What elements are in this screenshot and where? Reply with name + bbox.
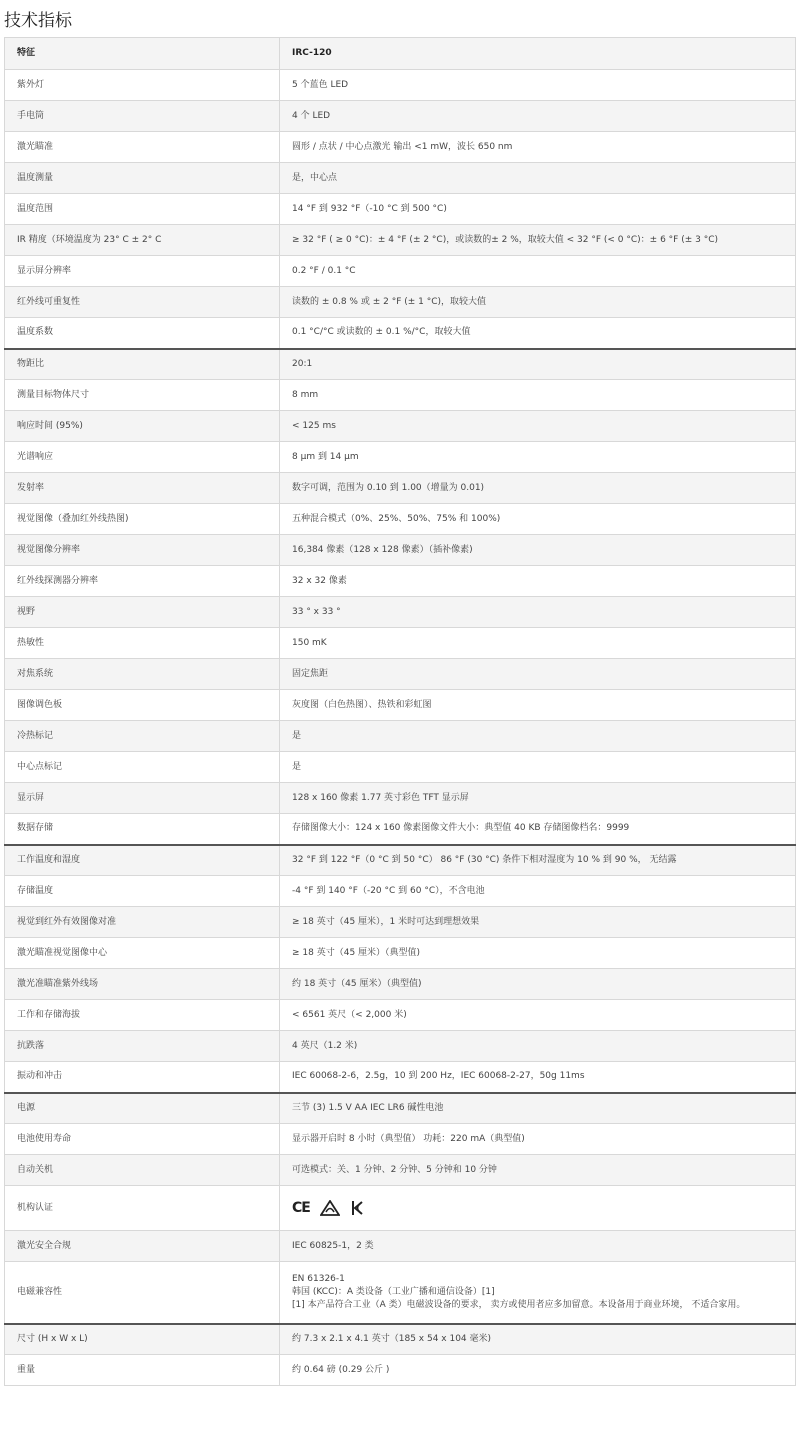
spec-value: 4 个 LED [280, 101, 796, 132]
table-row [5, 1186, 796, 1231]
table-row [5, 101, 796, 132]
spec-key: 机构认证 [5, 1186, 280, 1231]
spec-key: 电池使用寿命 [5, 1124, 280, 1155]
table-row [5, 194, 796, 225]
spec-value: 32 °F 到 122 °F（0 °C 到 50 °C） 86 °F (30 °C) 条件下相对湿度为 10 % 到 90 %， 无结露 [280, 845, 796, 876]
rcm-mark-icon [320, 1200, 340, 1216]
spec-value: IEC 60825-1，2 类 [280, 1231, 796, 1262]
spec-value: 约 18 英寸（45 厘米）（典型值) [280, 969, 796, 1000]
emc-line: 韩国 (KCC)：A 类设备（工业广播和通信设备）[1] [292, 1286, 495, 1297]
spec-key: 激光安全合规 [5, 1231, 280, 1262]
table-row [5, 783, 796, 814]
spec-key: 光谱响应 [5, 442, 280, 473]
spec-value: ≥ 18 英寸（45 厘米）（典型值) [280, 938, 796, 969]
ce-mark-icon: CE [292, 1199, 310, 1216]
table-row [5, 659, 796, 690]
table-row [5, 473, 796, 504]
spec-key: 中心点标记 [5, 752, 280, 783]
spec-key: 测量目标物体尺寸 [5, 380, 280, 411]
table-row [5, 1000, 796, 1031]
spec-value: 圆形 / 点状 / 中心点激光 输出 <1 mW，波长 650 nm [280, 132, 796, 163]
spec-value: 20:1 [280, 349, 796, 380]
spec-key: 温度系数 [5, 318, 280, 349]
emc-line: EN 61326-1 [292, 1273, 345, 1284]
table-row [5, 411, 796, 442]
table-row [5, 752, 796, 783]
spec-value: 约 0.64 磅 (0.29 公斤 ) [280, 1355, 796, 1386]
spec-key: 工作和存储海拔 [5, 1000, 280, 1031]
certification-icons [280, 1186, 796, 1231]
kc-mark-icon [350, 1200, 364, 1216]
spec-value: 8 µm 到 14 µm [280, 442, 796, 473]
spec-value: 五种混合模式（0%、25%、50%、75% 和 100%) [280, 504, 796, 535]
spec-key: 存储温度 [5, 876, 280, 907]
table-row [5, 907, 796, 938]
spec-value: 灰度图（白色热图）、热铁和彩虹图 [280, 690, 796, 721]
spec-value [280, 1262, 796, 1324]
spec-key: 电磁兼容性 [5, 1262, 280, 1324]
spec-key: 重量 [5, 1355, 280, 1386]
table-row [5, 1062, 796, 1093]
spec-value: 8 mm [280, 380, 796, 411]
table-row [5, 876, 796, 907]
table-row [5, 566, 796, 597]
table-row [5, 1262, 796, 1324]
spec-key: 冷热标记 [5, 721, 280, 752]
table-row [5, 504, 796, 535]
spec-value: 5 个蓝色 LED [280, 70, 796, 101]
spec-value: 显示器开启时 8 小时（典型值） 功耗：220 mA（典型值) [280, 1124, 796, 1155]
table-row [5, 969, 796, 1000]
spec-value: 是，中心点 [280, 163, 796, 194]
table-row [5, 70, 796, 101]
spec-value: 约 7.3 x 2.1 x 4.1 英寸（185 x 54 x 104 毫米) [280, 1324, 796, 1355]
table-row [5, 597, 796, 628]
spec-value: 固定焦距 [280, 659, 796, 690]
spec-key: 物距比 [5, 349, 280, 380]
spec-value: 数字可调，范围为 0.10 到 1.00（增量为 0.01) [280, 473, 796, 504]
table-row [5, 442, 796, 473]
table-row [5, 349, 796, 380]
table-header-row [5, 38, 796, 70]
spec-key: 激光准瞄准紫外线场 [5, 969, 280, 1000]
spec-value: 三节 (3) 1.5 V AA IEC LR6 碱性电池 [280, 1093, 796, 1124]
table-row [5, 814, 796, 845]
header-value: IRC-120 [280, 38, 796, 70]
spec-value: -4 °F 到 140 °F（-20 °C 到 60 °C），不含电池 [280, 876, 796, 907]
header-key: 特征 [5, 38, 280, 70]
spec-value: 0.1 °C/°C 或读数的 ± 0.1 %/°C，取较大值 [280, 318, 796, 349]
table-row [5, 721, 796, 752]
emc-line: [1] 本产品符合工业（A 类）电磁波设备的要求， 卖方或使用者应多加留意。本设备用于商业环境， 不适合家用。 [292, 1299, 746, 1310]
spec-key: 工作温度和湿度 [5, 845, 280, 876]
table-row [5, 163, 796, 194]
spec-key: 红外线可重复性 [5, 287, 280, 318]
spec-key: 视觉图像分辨率 [5, 535, 280, 566]
spec-key: 对焦系统 [5, 659, 280, 690]
spec-key: 温度范围 [5, 194, 280, 225]
spec-value: 是 [280, 752, 796, 783]
spec-key: 发射率 [5, 473, 280, 504]
spec-value: 4 英尺（1.2 米) [280, 1031, 796, 1062]
table-row [5, 318, 796, 349]
spec-key: 激光瞄准 [5, 132, 280, 163]
spec-value: 可选模式：关、1 分钟、2 分钟、5 分钟和 10 分钟 [280, 1155, 796, 1186]
spec-value: < 125 ms [280, 411, 796, 442]
spec-value: 存储图像大小：124 x 160 像素图像文件大小：典型值 40 KB 存储图像档名：9999 [280, 814, 796, 845]
spec-key: 激光瞄准视觉图像中心 [5, 938, 280, 969]
spec-value: ≥ 18 英寸（45 厘米），1 米时可达到理想效果 [280, 907, 796, 938]
spec-key: 图像调色板 [5, 690, 280, 721]
spec-value: IEC 60068-2-6，2.5g，10 到 200 Hz，IEC 60068-2-27，50g 11ms [280, 1062, 796, 1093]
table-row [5, 380, 796, 411]
table-row [5, 132, 796, 163]
spec-key: 显示屏分辨率 [5, 256, 280, 287]
table-row [5, 1355, 796, 1386]
spec-key: 响应时间 (95%) [5, 411, 280, 442]
spec-key: 数据存储 [5, 814, 280, 845]
spec-key: 电源 [5, 1093, 280, 1124]
spec-key: 紫外灯 [5, 70, 280, 101]
spec-value: 是 [280, 721, 796, 752]
table-row [5, 1124, 796, 1155]
spec-value: < 6561 英尺（< 2,000 米) [280, 1000, 796, 1031]
spec-key: 温度测量 [5, 163, 280, 194]
table-row [5, 1231, 796, 1262]
table-row [5, 845, 796, 876]
spec-key: 手电筒 [5, 101, 280, 132]
table-row [5, 1324, 796, 1355]
table-row [5, 690, 796, 721]
spec-key: 热敏性 [5, 628, 280, 659]
spec-key: 自动关机 [5, 1155, 280, 1186]
table-row [5, 1155, 796, 1186]
spec-value: 读数的 ± 0.8 % 或 ± 2 °F (± 1 °C)，取较大值 [280, 287, 796, 318]
spec-value: 16,384 像素（128 x 128 像素）（插补像素) [280, 535, 796, 566]
spec-value: 14 °F 到 932 °F（-10 °C 到 500 °C) [280, 194, 796, 225]
spec-key: 尺寸 (H x W x L) [5, 1324, 280, 1355]
spec-key: 视觉到红外有效图像对准 [5, 907, 280, 938]
table-row [5, 535, 796, 566]
table-row [5, 938, 796, 969]
spec-value: 150 mK [280, 628, 796, 659]
table-row [5, 225, 796, 256]
table-row [5, 256, 796, 287]
table-row [5, 628, 796, 659]
spec-key: IR 精度（环境温度为 23° C ± 2° C [5, 225, 280, 256]
spec-key: 显示屏 [5, 783, 280, 814]
spec-value: 33 ° x 33 ° [280, 597, 796, 628]
spec-key: 振动和冲击 [5, 1062, 280, 1093]
spec-key: 视觉图像（叠加红外线热图) [5, 504, 280, 535]
table-row [5, 1093, 796, 1124]
table-row [5, 1031, 796, 1062]
spec-value: ≥ 32 °F ( ≥ 0 °C)：± 4 °F (± 2 °C)，或读数的± 2 %，取较大值 < 32 °F (< 0 °C)：± 6 °F (± 3 °C) [280, 225, 796, 256]
spec-value: 128 x 160 像素 1.77 英寸彩色 TFT 显示屏 [280, 783, 796, 814]
spec-value: 32 x 32 像素 [280, 566, 796, 597]
spec-key: 视野 [5, 597, 280, 628]
page-title: 技术指标 [4, 11, 72, 31]
spec-key: 抗跌落 [5, 1031, 280, 1062]
spec-key: 红外线探测器分辨率 [5, 566, 280, 597]
spec-table [4, 37, 796, 1386]
spec-value: 0.2 °F / 0.1 °C [280, 256, 796, 287]
table-row [5, 287, 796, 318]
